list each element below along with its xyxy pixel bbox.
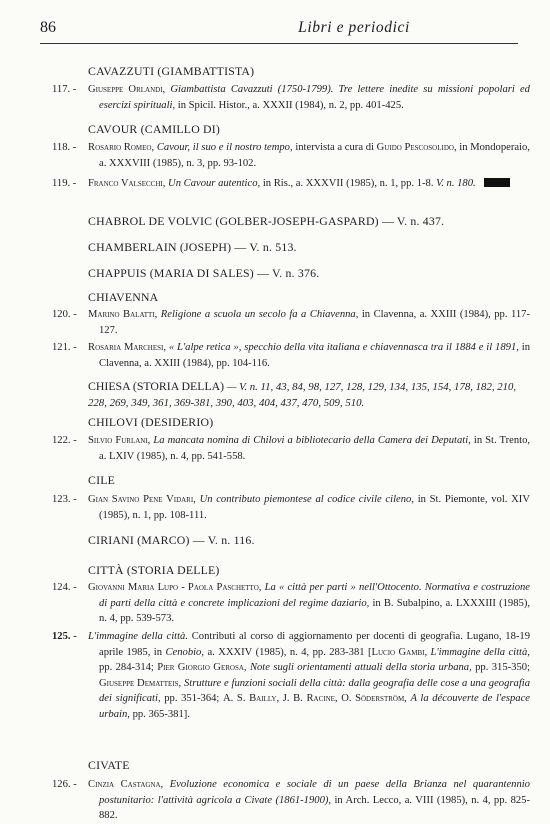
entry-title: Religione a scuola un secolo fa a Chiavenna, xyxy=(160,309,359,320)
section-heading: CHAMBERLAIN (JOSEPH) — V. n. 513. xyxy=(88,240,297,254)
entry-title: Giambattista Cavazzuti (1750-1799). Tre lettere inedite su missioni popolari ed esercizi spirituali, xyxy=(99,84,530,111)
section-heading: CHILOVI (DESIDERIO) xyxy=(88,415,214,429)
section-heading: CHAPPUIS (MARIA DI SALES) — V. n. 376. xyxy=(88,266,320,280)
entry-number: 120. - xyxy=(52,309,77,320)
bibliography-entry xyxy=(52,82,530,113)
entry-pages: pp. 315-350; xyxy=(475,662,530,673)
entry-number: 119. - xyxy=(52,178,77,189)
ink-blot xyxy=(484,178,510,187)
entry-author: Rosaria Marchesi, xyxy=(88,342,166,353)
entry-publication: in St. Piemonte, vol. XIV (1985), n. 1, pp. 108-111. xyxy=(99,494,530,521)
entry-number: 118. - xyxy=(52,142,77,153)
entry-title: L'immagine della città. xyxy=(88,631,189,642)
entry-author: Rosario Romeo, xyxy=(88,142,155,153)
entry-number: 121. - xyxy=(52,342,77,353)
entry-pages: pp. 365-381]. xyxy=(132,708,190,720)
entry-cross-reference: V. n. 180. xyxy=(436,178,476,189)
section-heading: CAVOUR (CAMILLO DI) xyxy=(88,122,221,136)
bibliography-entry xyxy=(52,492,530,523)
entry-publication: in Clavenna, a. XXIII (1984), pp. 117-127. xyxy=(99,309,530,336)
section-heading: CAVAZZUTI (GIAMBATTISTA) xyxy=(88,64,255,78)
page-number: 86 xyxy=(40,19,56,36)
entry-publication: in Spicil. Histor., a. XXXII (1984), n. 2, pp. 401-425. xyxy=(177,99,404,111)
section-heading: CHABROL DE VOLVIC (GOLBER-JOSEPH-GASPARD) — V. n. 437. xyxy=(88,214,445,228)
entry-title: Un Cavour autentico, xyxy=(168,178,261,189)
section-heading: CHIAVENNA xyxy=(88,290,159,304)
entry-title: La mancata nomina di Chilovi a bibliotecario della Camera dei Deputati, xyxy=(153,435,471,446)
entry-title: Un contributo piemontese al codice civile cileno, xyxy=(199,494,414,505)
entry-author: Pier Giorgio Gerosa, xyxy=(157,662,247,673)
entry-title: Evoluzione economica e sociale di un paese della Brianza nel quarantennio postunitario: l'attività agricola a Civate (1861-1900), xyxy=(99,779,530,806)
entry-title: Cavour, il suo e il nostro tempo, xyxy=(156,142,293,153)
entry-publication: in Ris., a. XXXVII (1985), n. 1, pp. 1-8. xyxy=(262,178,434,189)
header-rule xyxy=(40,43,518,44)
entry-publication: in Arch. Lecco, a. VIII (1985), n. 4, pp. 825-882. xyxy=(99,794,531,821)
entry-text: a. XXXIV (1985), n. 4, pp. 283-381 [ xyxy=(207,646,372,658)
entry-author: Silvio Furlani, xyxy=(88,435,151,446)
entry-author: Marino Balatti, xyxy=(88,309,158,320)
section-heading: CIVATE xyxy=(88,758,130,772)
bibliography-entry xyxy=(52,777,530,824)
entry-author: Giuseppe Orlandi, xyxy=(88,84,166,95)
entry-author: Giovanni Maria Lupo - Paola Paschetto, xyxy=(88,582,262,593)
entry-editor: Guido Pescosolido, xyxy=(376,142,457,153)
section-heading: CIRIANI (MARCO) — V. n. 116. xyxy=(88,533,255,547)
bibliography-entry xyxy=(52,340,530,371)
entry-author: A. S. Bailly, J. B. Racine, O. Söderström, xyxy=(223,693,407,704)
section-heading: CILE xyxy=(88,473,116,487)
entry-number: 122. - xyxy=(52,435,77,446)
entry-author: Franco Valsecchi, xyxy=(88,178,166,189)
entry-author: Giuseppe Dematteis, xyxy=(99,677,182,689)
section-heading: CITTÀ (STORIA DELLE) xyxy=(88,563,220,577)
running-title: Libri e periodici xyxy=(298,19,410,36)
entry-number: 124. - xyxy=(52,582,77,593)
entry-journal: Cenobio, xyxy=(165,646,205,658)
entry-number: 117. - xyxy=(52,84,77,95)
bibliography-entry xyxy=(52,629,530,722)
entry-publication: in B. Subalpino, a. LXXXIII (1985), n. 4, pp. 539-573. xyxy=(99,597,530,624)
section-heading: CHIESA (STORIA DELLA) xyxy=(88,379,225,393)
entry-text: Contributi al corso di aggiornamento per docenti di geografia. Lugano, 18-19 aprile 1985, in xyxy=(99,631,530,658)
entry-publication: in Mondoperaio, a. XXXVIII (1985), n. 3, pp. 93-102. xyxy=(99,142,530,169)
entry-title: La « città per parti » nell'Ottocento. Normativa e costruzione di parti della città e concrete implicazioni del regime daziario, xyxy=(99,582,530,609)
bibliography-entry xyxy=(52,176,530,192)
entry-title: A la découverte de l'espace urbain, xyxy=(99,693,530,720)
section-heading-with-references xyxy=(88,379,530,411)
cross-references: — V. n. 11, 43, 84, 98, 127, 128, 129, 134, 135, 154, 178, 182, 210, 228, 269, 349, 361, 369-381, 390, 403, 404, 437, 470, 509, 510. xyxy=(88,381,517,409)
entry-pages: pp. 284-314; xyxy=(99,662,154,673)
bibliography-entry xyxy=(52,140,530,171)
entry-pages: pp. 351-364; xyxy=(164,693,220,704)
entry-title: L'immagine della città, xyxy=(430,646,530,658)
entry-title: Strutture e funzioni sociali della città: dalla geografia delle cose a una geografia dei significati, xyxy=(99,677,531,704)
bibliography-entry xyxy=(52,580,530,627)
entry-author: Lucio Gambi, xyxy=(371,646,428,658)
entry-author: Gian Savino Pene Vidari, xyxy=(88,494,196,505)
entry-publication: in Clavenna, a. XXIII (1984), pp. 104-116. xyxy=(99,342,530,369)
bibliography-entry xyxy=(52,433,530,464)
bibliography-entry xyxy=(52,307,530,338)
entry-number: 126. - xyxy=(52,779,77,790)
entry-author: Cinzia Castagna, xyxy=(88,779,164,790)
entry-publication: in St. Trento, a. LXIV (1985), n. 4, pp. 541-558. xyxy=(99,435,531,462)
entry-title: « L'alpe retica », specchio della vita italiana e chiavennasca tra il 1884 e il 1891, xyxy=(168,342,519,353)
page-header xyxy=(40,19,518,41)
entry-number: 125. - xyxy=(52,631,77,642)
entry-title: Note sugli orientamenti attuali della storia urbana, xyxy=(249,662,472,673)
entry-interview-note: intervista a cura di xyxy=(295,142,374,153)
entry-number: 123. - xyxy=(52,494,77,505)
